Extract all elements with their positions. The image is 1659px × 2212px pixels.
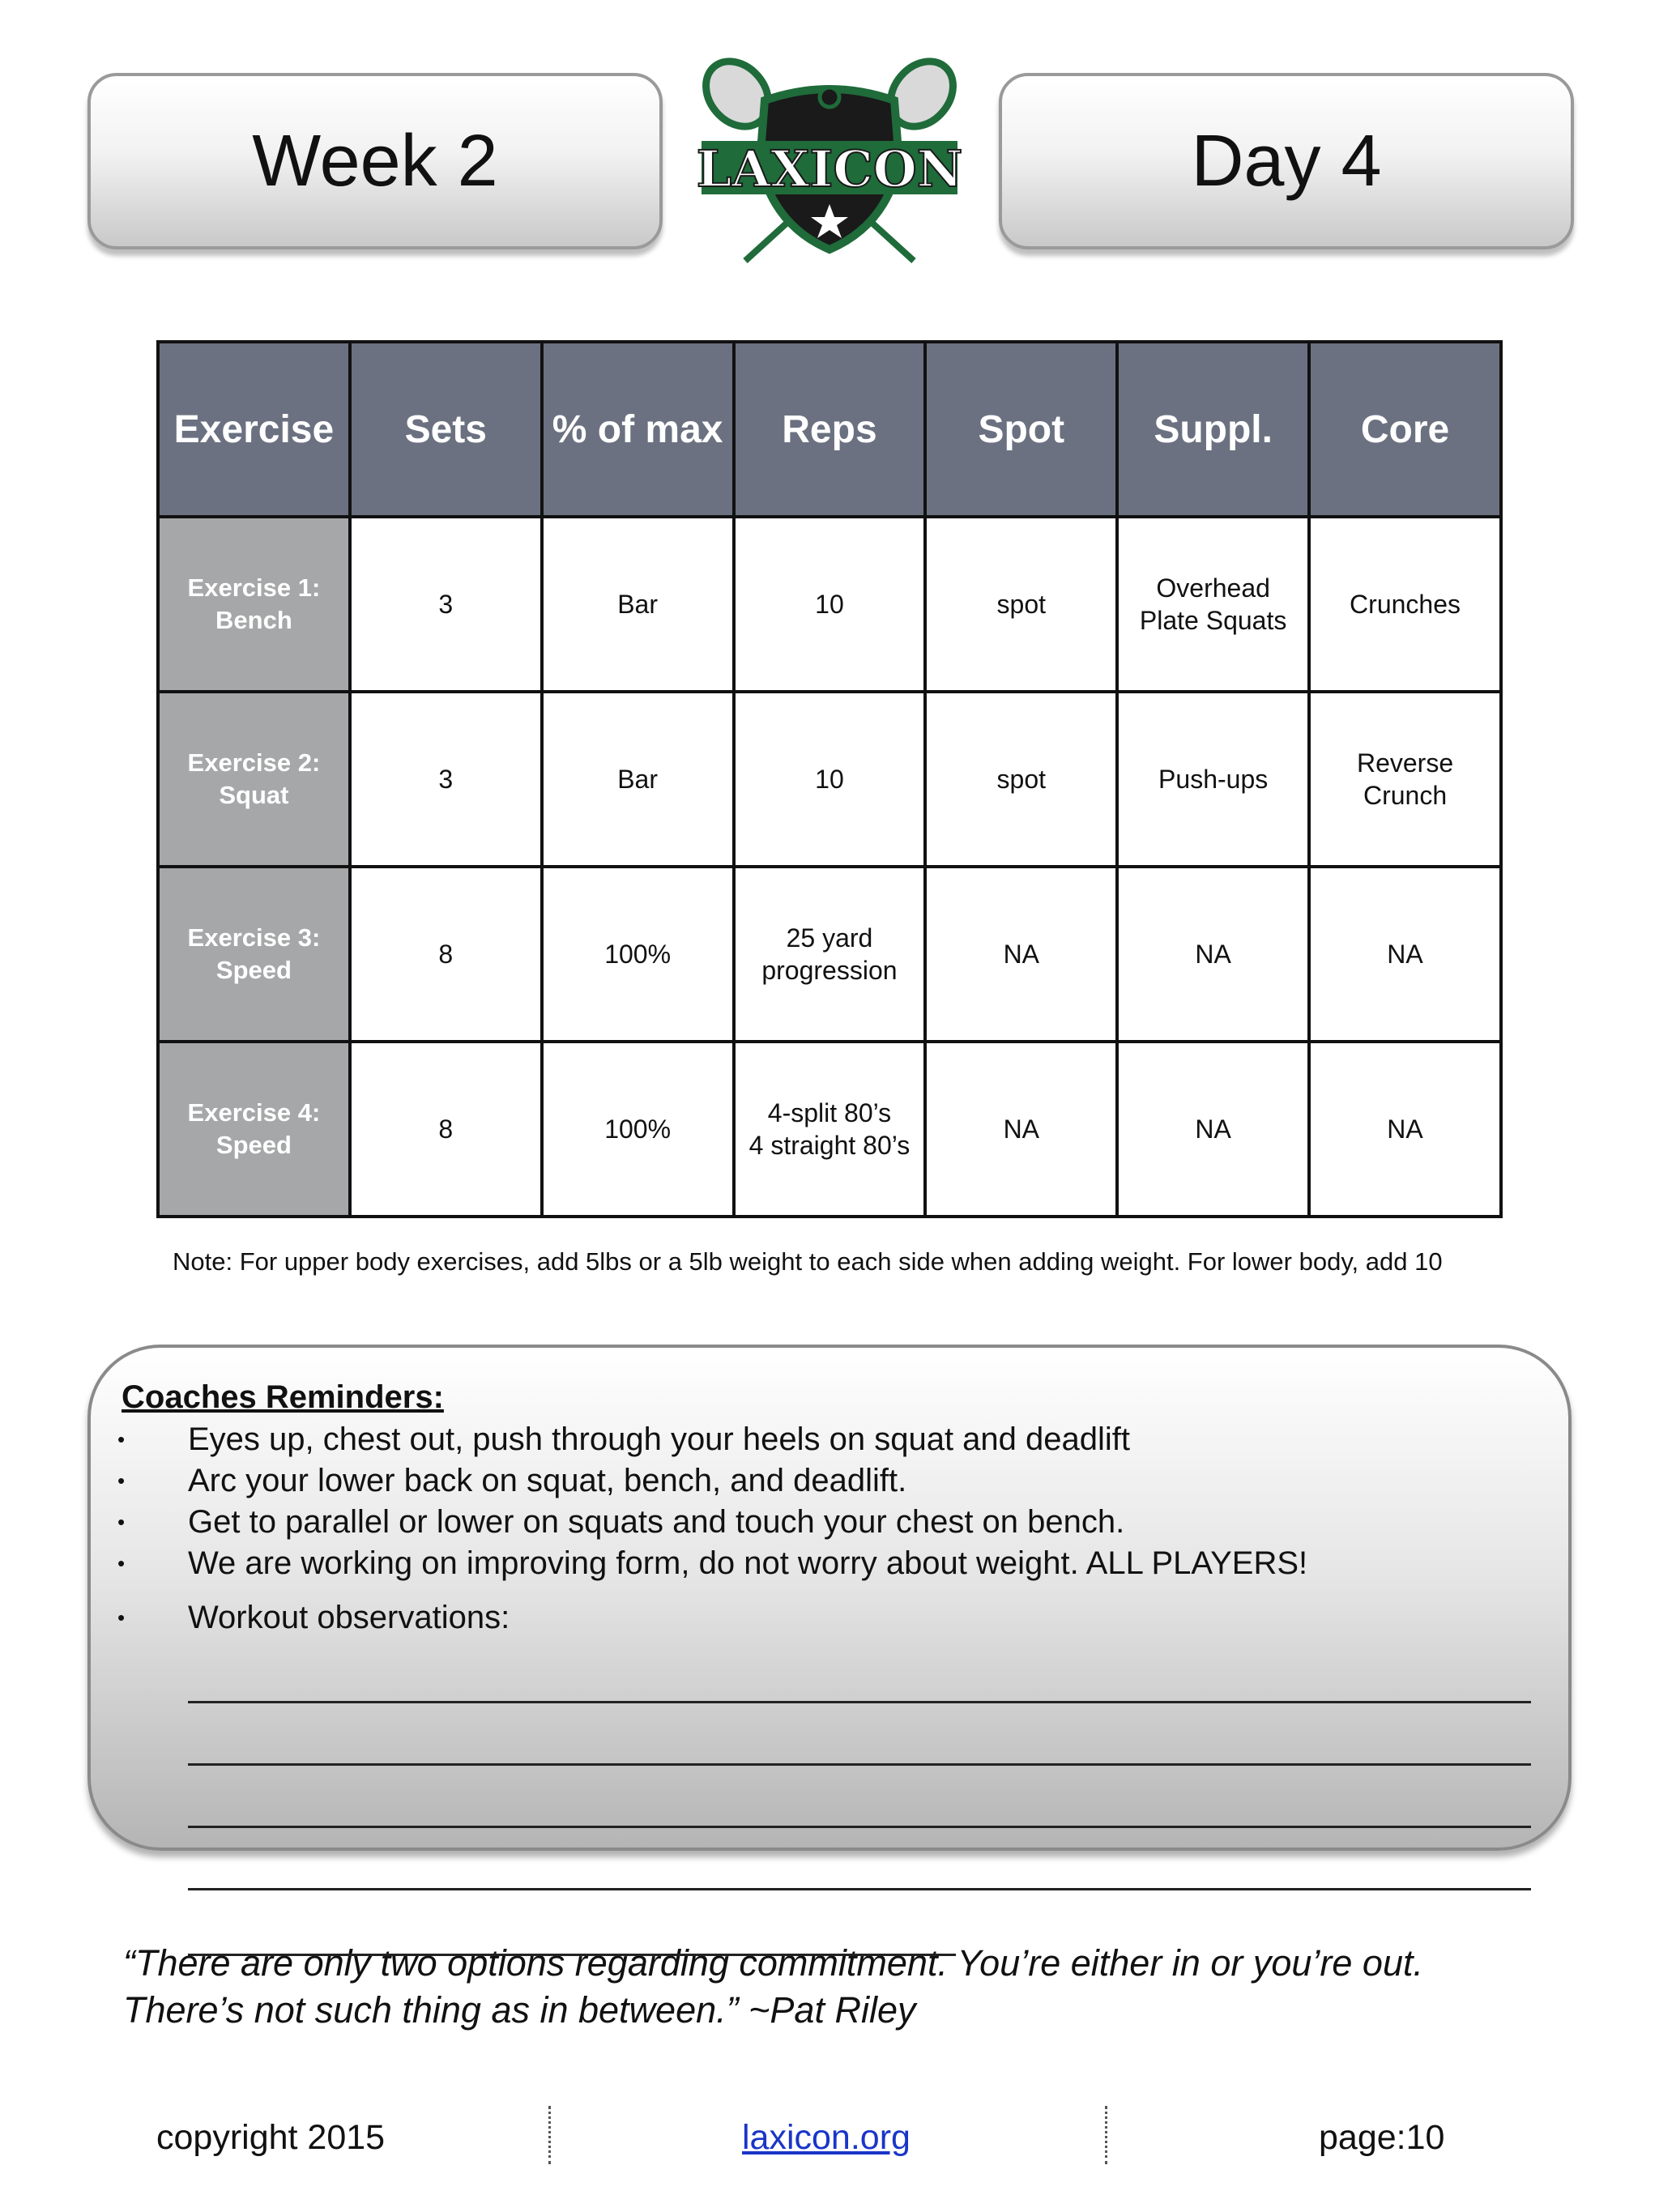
reminder-text: Arc your lower back on squat, bench, and deadlift. bbox=[188, 1463, 907, 1498]
quote-line-2: There’s not such thing as in between.” ~Pat Riley bbox=[123, 1989, 916, 2031]
column-header: Exercise bbox=[158, 342, 350, 517]
list-item bbox=[117, 1597, 1307, 1639]
table-cell: 8 bbox=[350, 1042, 542, 1217]
footer-divider bbox=[1105, 2106, 1107, 2164]
table-row bbox=[158, 517, 1501, 692]
table-cell: Push-ups bbox=[1117, 692, 1309, 867]
quote-line-1: “There are only two options regarding commitment. You’re either in or you’re out. bbox=[123, 1942, 1423, 1984]
day-label: Day 4 bbox=[999, 73, 1574, 249]
week-label: Week 2 bbox=[87, 73, 663, 249]
reminder-text: Get to parallel or lower on squats and touch your chest on bench. bbox=[188, 1504, 1125, 1540]
footer-divider bbox=[548, 2106, 551, 2164]
reminders-list bbox=[117, 1419, 1307, 1639]
observation-line bbox=[188, 1888, 1531, 1890]
workout-table bbox=[156, 340, 1503, 1218]
observation-line bbox=[188, 1826, 1531, 1828]
logo-text: LAXICON bbox=[696, 139, 963, 198]
exercise-name-cell: Exercise 3: Speed bbox=[158, 867, 350, 1042]
table-cell: 25 yard progression bbox=[734, 867, 926, 1042]
observation-line bbox=[188, 1954, 956, 1956]
list-item bbox=[117, 1502, 1307, 1543]
table-cell: 3 bbox=[350, 692, 542, 867]
reminder-text: We are working on improving form, do not worry about weight. ALL PLAYERS! bbox=[188, 1545, 1308, 1581]
table-cell: NA bbox=[1309, 867, 1501, 1042]
table-header-row bbox=[158, 342, 1501, 517]
list-item bbox=[117, 1419, 1307, 1460]
table-cell: NA bbox=[1117, 1042, 1309, 1217]
table-cell: 10 bbox=[734, 692, 926, 867]
table-cell: NA bbox=[925, 1042, 1117, 1217]
table-cell: spot bbox=[925, 692, 1117, 867]
table-cell: Crunches bbox=[1309, 517, 1501, 692]
table-cell: Bar bbox=[542, 517, 734, 692]
table-cell: Reverse Crunch bbox=[1309, 692, 1501, 867]
table-cell: NA bbox=[1117, 867, 1309, 1042]
laxicon-logo bbox=[695, 57, 964, 269]
bullet-icon: • bbox=[117, 1427, 126, 1451]
table-cell: NA bbox=[1309, 1042, 1501, 1217]
column-header: Spot bbox=[925, 342, 1117, 517]
table-cell: 3 bbox=[350, 517, 542, 692]
reminders-title: Coaches Reminders: bbox=[122, 1379, 444, 1415]
table-row bbox=[158, 692, 1501, 867]
exercise-name-cell: Exercise 2: Squat bbox=[158, 692, 350, 867]
bullet-icon: • bbox=[117, 1605, 126, 1630]
reminder-text: Workout observations: bbox=[188, 1600, 510, 1635]
website-link[interactable]: laxicon.org bbox=[742, 2118, 911, 2157]
list-item bbox=[117, 1460, 1307, 1502]
table-cell: Overhead Plate Squats bbox=[1117, 517, 1309, 692]
column-header: Core bbox=[1309, 342, 1501, 517]
page-number: page:10 bbox=[1319, 2118, 1445, 2157]
table-cell: 10 bbox=[734, 517, 926, 692]
column-header: Reps bbox=[734, 342, 926, 517]
table-row bbox=[158, 867, 1501, 1042]
bullet-icon: • bbox=[117, 1551, 126, 1575]
observation-line bbox=[188, 1701, 1531, 1703]
list-item bbox=[117, 1543, 1307, 1584]
column-header: % of max bbox=[542, 342, 734, 517]
exercise-name-cell: Exercise 1: Bench bbox=[158, 517, 350, 692]
table-cell: spot bbox=[925, 517, 1117, 692]
bullet-icon: • bbox=[117, 1510, 126, 1534]
table-cell: 100% bbox=[542, 1042, 734, 1217]
bullet-icon: • bbox=[117, 1468, 126, 1493]
copyright-text: copyright 2015 bbox=[156, 2118, 386, 2157]
column-header: Sets bbox=[350, 342, 542, 517]
reminder-text: Eyes up, chest out, push through your heels on squat and deadlift bbox=[188, 1421, 1131, 1457]
weight-note: Note: For upper body exercises, add 5lbs or a 5lb weight to each side when adding weight. For lower body, add 10 bbox=[173, 1247, 1443, 1276]
observation-line bbox=[188, 1763, 1531, 1766]
exercise-name-cell: Exercise 4: Speed bbox=[158, 1042, 350, 1217]
table-cell: 4-split 80’s 4 straight 80’s bbox=[734, 1042, 926, 1217]
table-cell: 8 bbox=[350, 867, 542, 1042]
table-row bbox=[158, 1042, 1501, 1217]
table-cell: NA bbox=[925, 867, 1117, 1042]
column-header: Suppl. bbox=[1117, 342, 1309, 517]
table-cell: Bar bbox=[542, 692, 734, 867]
table-cell: 100% bbox=[542, 867, 734, 1042]
